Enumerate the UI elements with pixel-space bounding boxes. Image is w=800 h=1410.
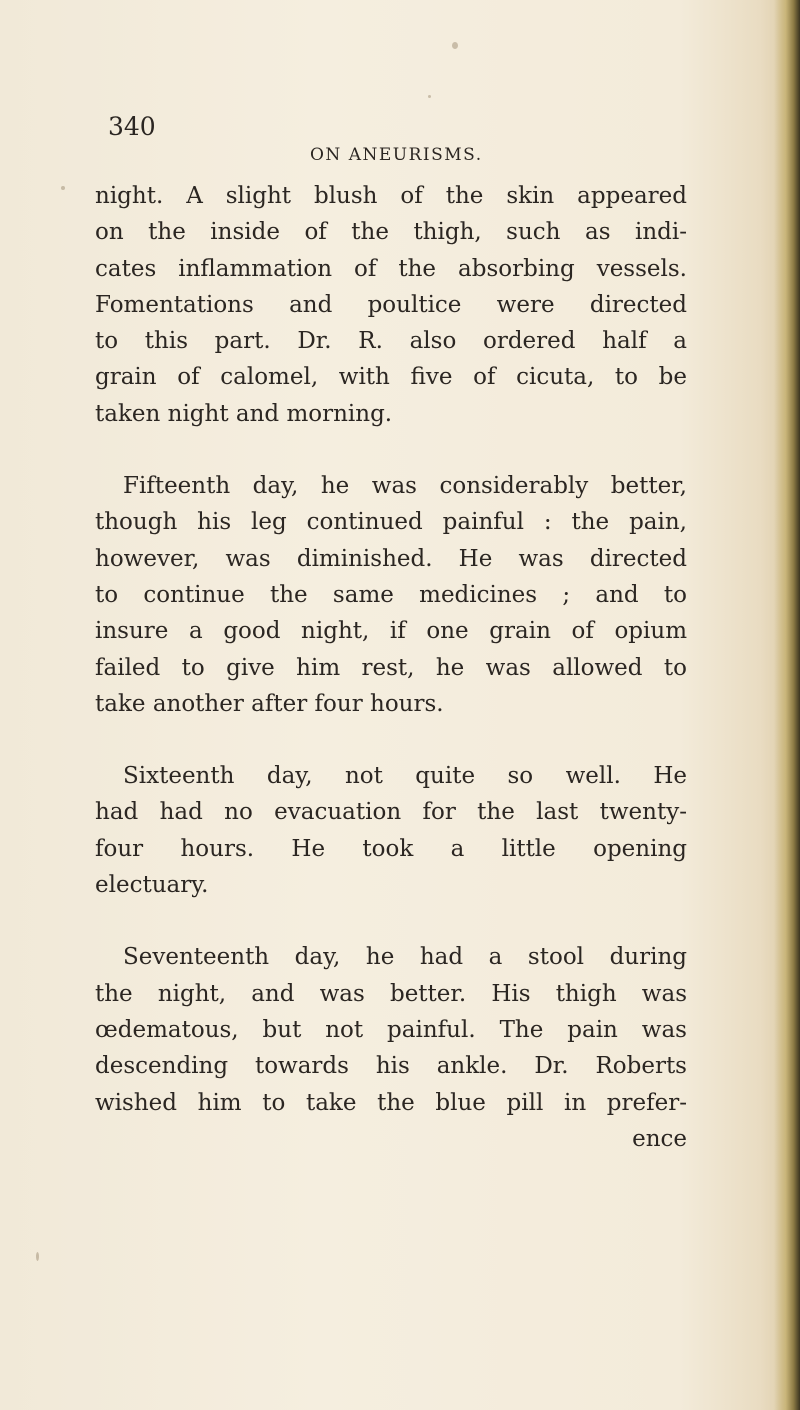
paper-speck [36, 1252, 39, 1261]
text-line: Seventeenth day, he had a stool during [123, 944, 687, 971]
text-line: Sixteenth day, not quite so well. He [123, 763, 687, 790]
text-line: four hours. He took a little opening [95, 835, 687, 862]
paragraph [95, 468, 687, 722]
text-line: take another after four hours. [95, 690, 444, 717]
text-line: to this part. Dr. R. also ordered half a [95, 328, 687, 355]
text-line: however, was diminished. He was directed [95, 545, 687, 572]
text-line: the night, and was better. His thigh was [95, 980, 687, 1007]
text-line: Fifteenth day, he was considerably better, [123, 473, 687, 500]
text-line: wished him to take the blue pill in prefer- [95, 1089, 687, 1116]
text-line: on the inside of the thigh, such as indi- [95, 219, 687, 246]
text-line: œdematous, but not painful. The pain was [95, 1016, 687, 1043]
text-line: had had no evacuation for the last twenty- [95, 799, 687, 826]
paper-speck [428, 95, 431, 98]
text-line: Fomentations and poultice were directed [95, 291, 687, 318]
text-line: taken night and morning. [95, 400, 393, 427]
text-line: cates inflammation of the absorbing vessels. [95, 255, 687, 282]
paragraph [95, 178, 687, 432]
text-line: failed to give him rest, he was allowed to [95, 654, 687, 681]
paper-speck [452, 42, 458, 49]
body-text [95, 178, 687, 1157]
text-line: insure a good night, if one grain of opium [95, 618, 687, 645]
text-line: though his leg continued painful : the pain, [95, 509, 687, 536]
running-head: ON ANEURISMS. [310, 145, 483, 165]
page-number: 340 [108, 112, 156, 141]
text-line: grain of calomel, with five of cicuta, to be [95, 364, 687, 391]
paragraph [95, 758, 687, 903]
paragraph [95, 939, 687, 1157]
text-line: to continue the same medicines ; and to [95, 581, 687, 608]
binding-edge [774, 0, 800, 1410]
catchword: ence [632, 1125, 687, 1152]
text-line: descending towards his ankle. Dr. Roberts [95, 1053, 687, 1080]
text-line: night. A slight blush of the skin appeared [95, 183, 687, 209]
text-line: electuary. [95, 872, 209, 899]
paper-speck [61, 186, 65, 190]
